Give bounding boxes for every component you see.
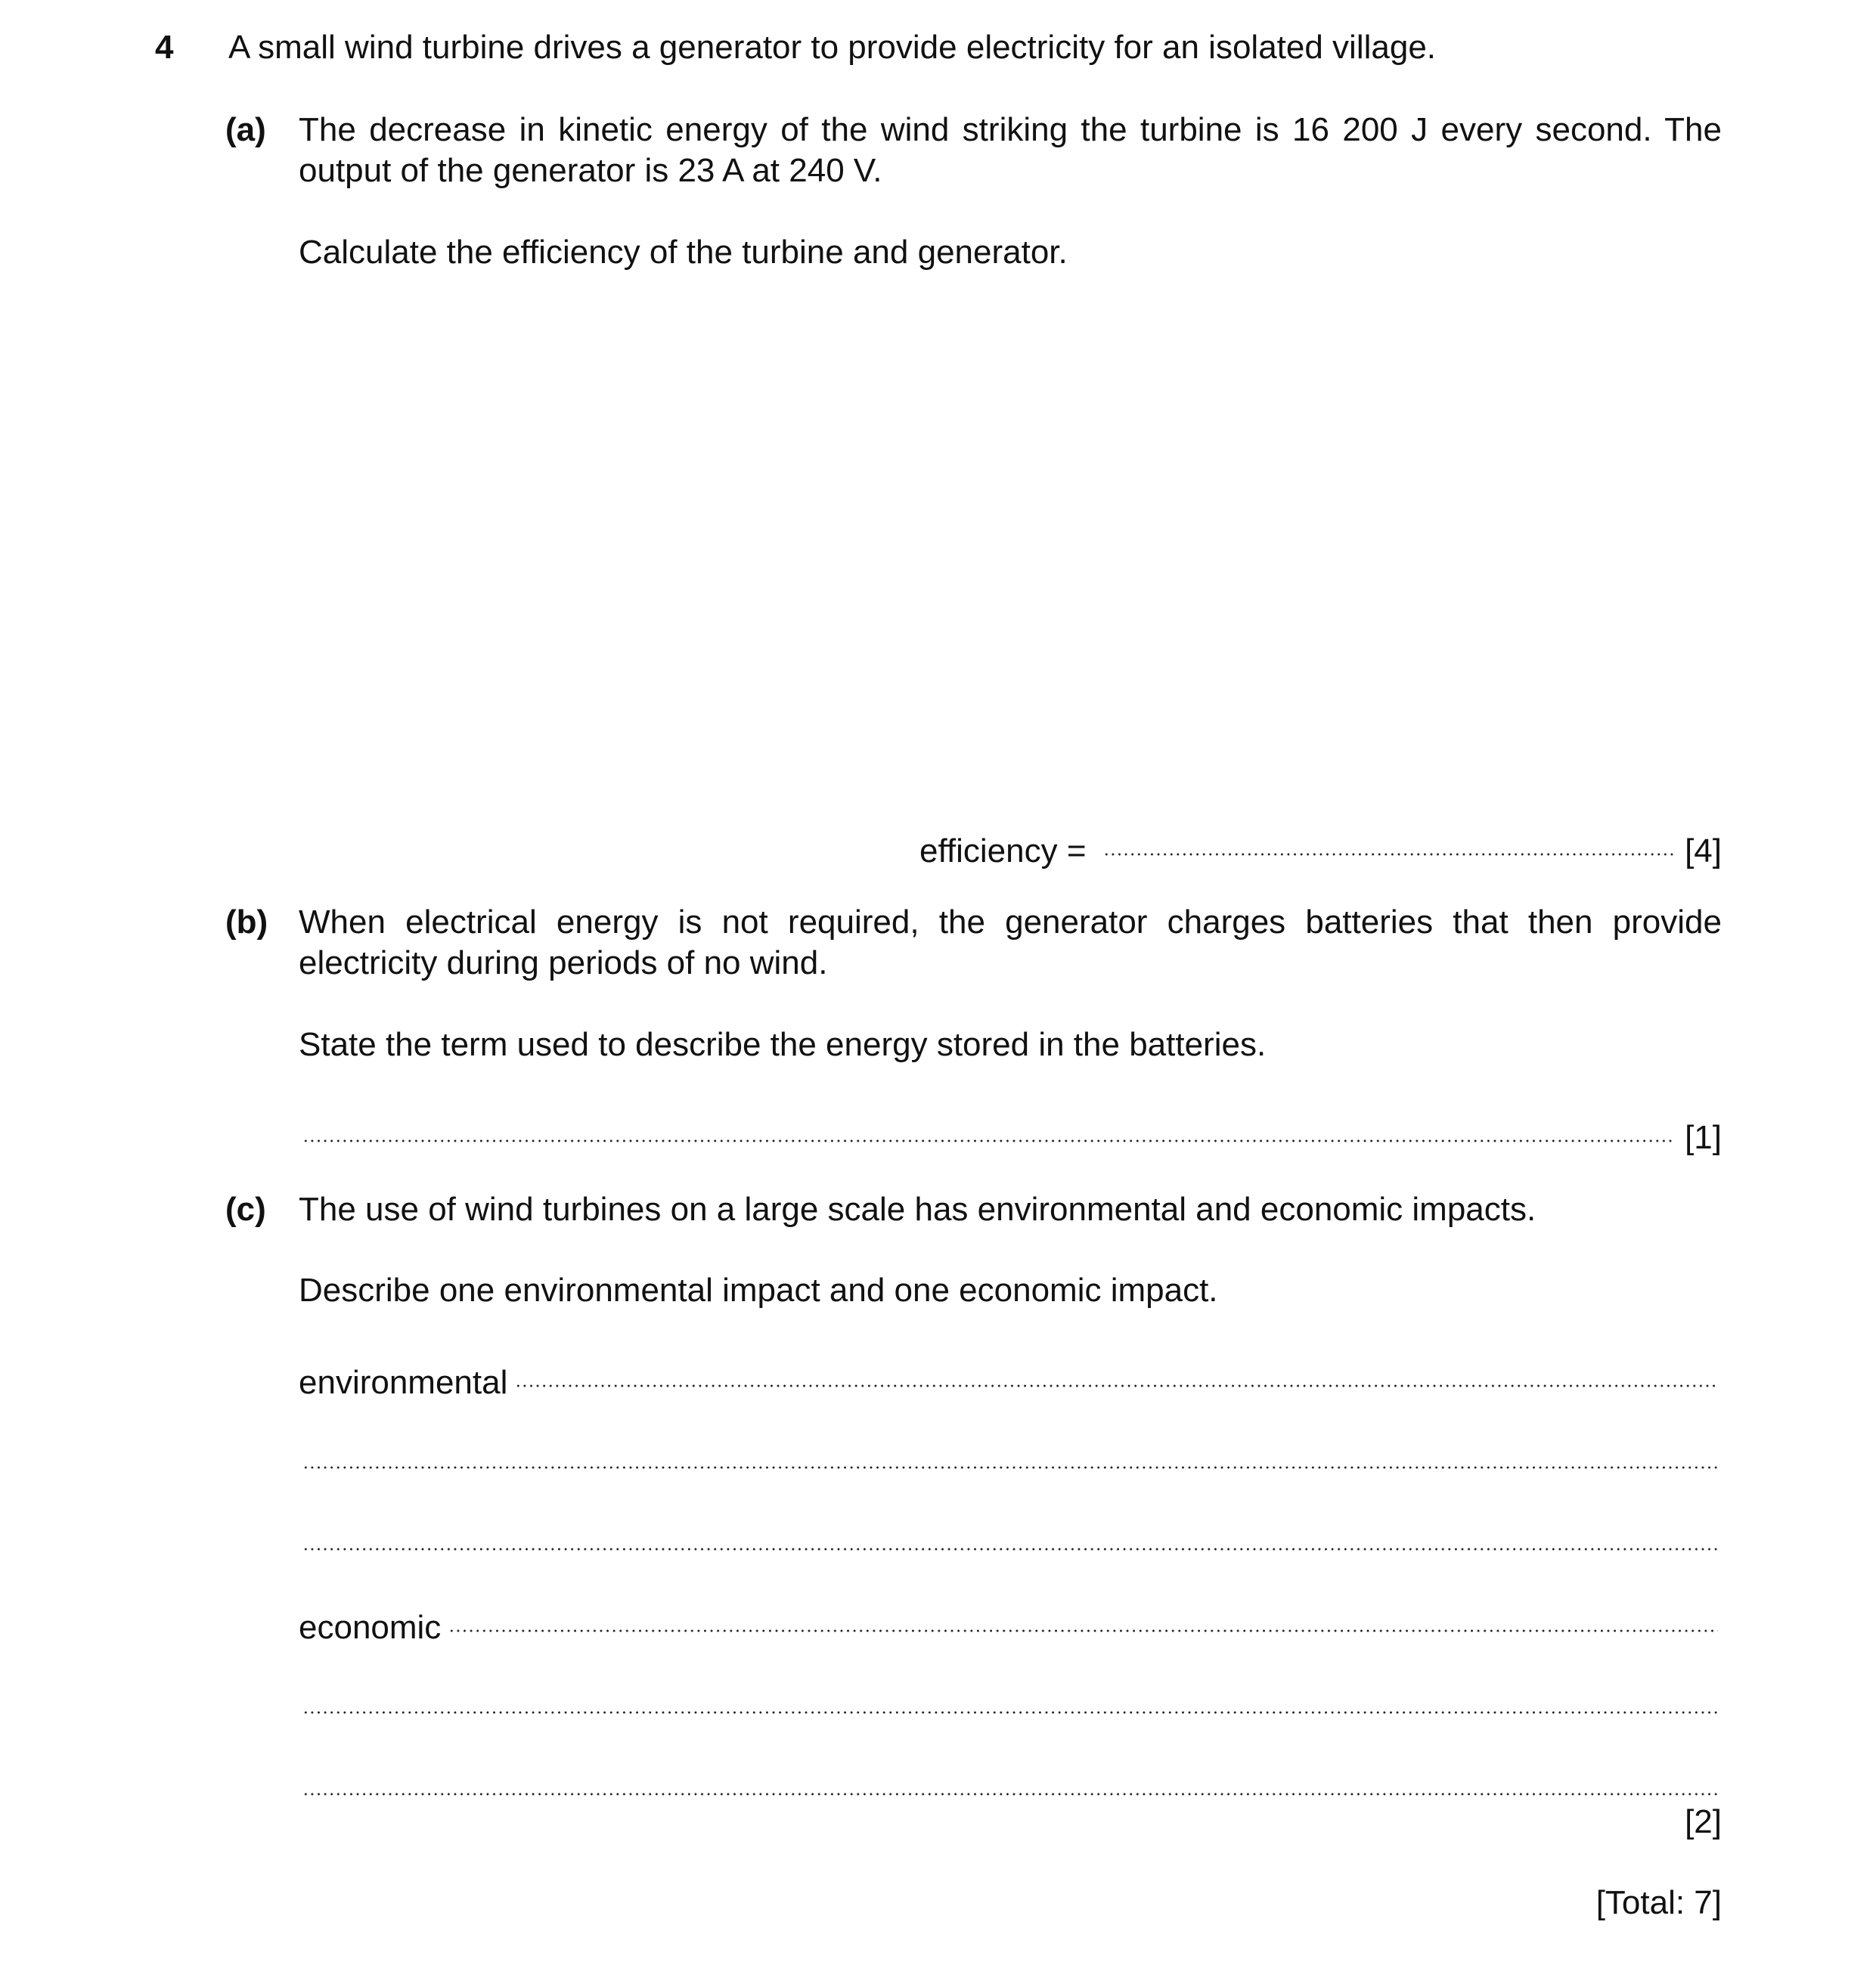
part-c-label: (c) [225, 1191, 266, 1228]
economic-label: economic [299, 1609, 442, 1646]
economic-answer-line-2[interactable] [302, 1679, 1718, 1720]
part-c-text: The use of wind turbines on a large scale has environmental and economic impacts. [299, 1191, 1536, 1228]
efficiency-dotted-line[interactable] [1103, 821, 1675, 862]
part-b-dotted-line[interactable] [302, 1108, 1674, 1148]
environmental-answer-line-2[interactable] [302, 1434, 1718, 1475]
part-a-working-space[interactable] [299, 287, 1722, 801]
economic-dotted-line-3[interactable] [302, 1761, 1718, 1802]
part-a-marks: [4] [1685, 832, 1722, 869]
question-total: [Total: 7] [1595, 1884, 1722, 1921]
environmental-answer-line-1[interactable] [299, 1353, 1718, 1401]
economic-dotted-line-1[interactable] [448, 1598, 1718, 1638]
part-c-marks: [2] [1685, 1803, 1722, 1840]
part-a-instruction: Calculate the efficiency of the turbine and generator. [299, 234, 1068, 271]
environmental-answer-line-3[interactable] [302, 1516, 1718, 1557]
part-b-instruction: State the term used to describe the energy stored in the batteries. [299, 1026, 1267, 1063]
efficiency-answer-line[interactable] [919, 821, 1722, 869]
part-c-instruction: Describe one environmental impact and one economic impact. [299, 1272, 1218, 1309]
economic-dotted-line-2[interactable] [302, 1679, 1718, 1720]
part-a-label: (a) [225, 111, 266, 148]
environmental-dotted-line-1[interactable] [515, 1353, 1718, 1393]
part-b-label: (b) [225, 904, 268, 941]
question-stem: A small wind turbine drives a generator to provide electricity for an isolated village. [228, 29, 1437, 66]
economic-answer-line-3[interactable] [302, 1761, 1718, 1802]
part-a-text: The decrease in kinetic energy of the wind striking the turbine is 16 200 J every second. The output of the generator is 23 A at 240 V. [299, 111, 1722, 189]
economic-answer-line-1[interactable] [299, 1598, 1718, 1646]
part-b-answer-line[interactable] [302, 1108, 1722, 1156]
part-b-text: When electrical energy is not required, the generator charges batteries that then provide electricity during periods of no wind. [299, 904, 1722, 981]
part-b-marks: [1] [1685, 1119, 1722, 1156]
environmental-dotted-line-2[interactable] [302, 1434, 1718, 1475]
efficiency-label: efficiency = [919, 832, 1087, 869]
question-number: 4 [155, 29, 174, 66]
environmental-dotted-line-3[interactable] [302, 1516, 1718, 1557]
environmental-label: environmental [299, 1364, 508, 1401]
